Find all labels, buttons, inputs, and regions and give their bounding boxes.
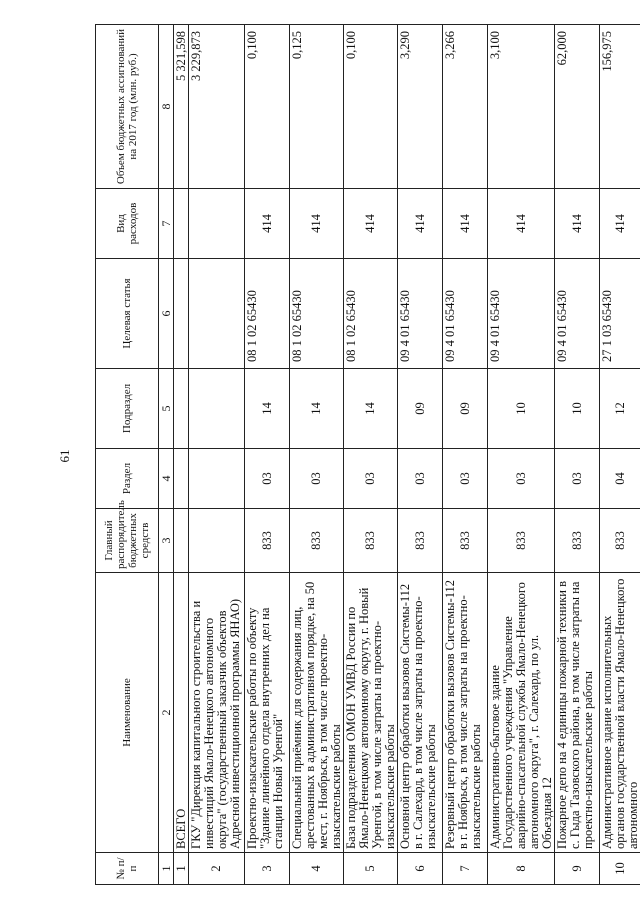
- row-vr: 414: [290, 189, 344, 259]
- row-name: Административно-бытовое здание Государственного учреждения "Управление аварийно-спасательной службы Ямало-Ненецкого автономного округа", г. Салехард, по ул. Объездная 12: [488, 573, 555, 853]
- header-amount: Объем бюджетных ассигнований на 2017 год (млн. руб.): [96, 25, 159, 189]
- row-name: Специальный приёмник для содержания лиц, арестованных в административном порядке, на 50 мест, г. Ноябрьск, в том числе проектно-изыскательские работы: [290, 573, 344, 853]
- row-vr: 414: [555, 189, 600, 259]
- row-cs: 08 1 02 65430: [344, 259, 398, 369]
- row-podrazdel: 10: [555, 369, 600, 449]
- row-razdel: 03: [555, 449, 600, 509]
- row-number: 6: [398, 853, 443, 885]
- row-vr: 414: [488, 189, 555, 259]
- col-index-cell: 3: [159, 509, 174, 573]
- row-gr: 833: [555, 509, 600, 573]
- row-podrazdel: 10: [488, 369, 555, 449]
- col-index-cell: 8: [159, 25, 174, 189]
- table-row: [488, 25, 555, 885]
- col-index-cell: 4: [159, 449, 174, 509]
- row-razdel: 03: [290, 449, 344, 509]
- row-amount: 0,100: [344, 25, 398, 189]
- table-row: [189, 25, 245, 885]
- row-amount: 3,266: [443, 25, 488, 189]
- row-cs: 09 4 01 65430: [488, 259, 555, 369]
- budget-table: [95, 24, 640, 885]
- row-name: База подразделения ОМОН УМВД России по Ямало-Ненецкому автономному округу, г. Новый Уренгой, в том числе затраты на проектно-изыскательские работы: [344, 573, 398, 853]
- row-podrazdel: 14: [290, 369, 344, 449]
- column-index-row: [159, 25, 174, 885]
- row-gr: 833: [600, 509, 640, 573]
- row-amount: 3,290: [398, 25, 443, 189]
- row-name: ВСЕГО: [174, 573, 189, 853]
- header-podrazdel: Подраздел: [96, 369, 159, 449]
- row-razdel: 03: [245, 449, 290, 509]
- col-index-cell: 2: [159, 573, 174, 853]
- row-name: Проектно-изыскательские работы по объекту "Здание линейного отдела внутренних дел на станции Новый Уренгой": [245, 573, 290, 853]
- row-gr: 833: [290, 509, 344, 573]
- header-name: Наименование: [96, 573, 159, 853]
- row-vr: [189, 189, 245, 259]
- row-amount: 3,100: [488, 25, 555, 189]
- col-index-cell: 1: [159, 853, 174, 885]
- row-podrazdel: 09: [443, 369, 488, 449]
- col-index-cell: 6: [159, 259, 174, 369]
- row-number: 8: [488, 853, 555, 885]
- row-number: 9: [555, 853, 600, 885]
- row-razdel: 03: [398, 449, 443, 509]
- row-name: Пожарное депо на 4 единицы пожарной техники в с. Гыда Тазовского района, в том числе затраты на проектно-изыскательские работы: [555, 573, 600, 853]
- row-gr: [189, 509, 245, 573]
- row-name: Основной центр обработки вызовов Системы-112 в г. Салехард, в том числе затраты на проектно-изыскательские работы: [398, 573, 443, 853]
- row-number: 2: [189, 853, 245, 885]
- table-row: [600, 25, 640, 885]
- row-cs: 09 4 01 65430: [398, 259, 443, 369]
- row-name: Резервный центр обработки вызовов Системы-112 в г. Ноябрьск, в том числе затраты на проектно-изыскательские работы: [443, 573, 488, 853]
- table-row: [398, 25, 443, 885]
- header-gr: Главный распорядитель бюджетных средств: [96, 509, 159, 573]
- row-podrazdel: [189, 369, 245, 449]
- row-name: ГКУ "Дирекция капитального строительства и инвестиций Ямало-Ненецкого автономного округа" (государственный заказчик объектов Адресной инвестиционной программы ЯНАО): [189, 573, 245, 853]
- header-vr: Вид расходов: [96, 189, 159, 259]
- header-cs: Целевая статья: [96, 259, 159, 369]
- row-gr: 833: [245, 509, 290, 573]
- row-amount: 0,125: [290, 25, 344, 189]
- col-index-cell: 7: [159, 189, 174, 259]
- row-razdel: 03: [443, 449, 488, 509]
- table-row: [555, 25, 600, 885]
- header-razdel: Раздел: [96, 449, 159, 509]
- header-num: № п/п: [96, 853, 159, 885]
- row-number: 3: [245, 853, 290, 885]
- page-number: 61: [57, 449, 72, 463]
- row-number: 4: [290, 853, 344, 885]
- row-vr: 414: [245, 189, 290, 259]
- row-gr: 833: [344, 509, 398, 573]
- col-index-cell: 5: [159, 369, 174, 449]
- row-gr: 833: [443, 509, 488, 573]
- row-podrazdel: 14: [344, 369, 398, 449]
- row-podrazdel: 14: [245, 369, 290, 449]
- row-amount: 62,000: [555, 25, 600, 189]
- row-podrazdel: 09: [398, 369, 443, 449]
- row-number: 7: [443, 853, 488, 885]
- row-razdel: 04: [600, 449, 640, 509]
- row-amount: 3 229,873: [189, 25, 245, 189]
- row-gr: 833: [398, 509, 443, 573]
- row-number: 1: [174, 853, 189, 885]
- rotated-table-container: [95, 25, 640, 885]
- row-vr: 414: [344, 189, 398, 259]
- row-podrazdel: 12: [600, 369, 640, 449]
- row-amount: 5 321,598: [174, 25, 189, 189]
- row-cs: 27 1 03 65430: [600, 259, 640, 369]
- row-cs: [189, 259, 245, 369]
- row-vr: 414: [443, 189, 488, 259]
- table-row: [443, 25, 488, 885]
- table-row: [245, 25, 290, 885]
- table-row: [344, 25, 398, 885]
- total-row: [174, 25, 189, 885]
- row-cs: 08 1 02 65430: [290, 259, 344, 369]
- row-amount: 0,100: [245, 25, 290, 189]
- row-amount: 156,975: [600, 25, 640, 189]
- header-row: [96, 25, 159, 885]
- row-vr: 414: [398, 189, 443, 259]
- row-cs: 09 4 01 65430: [555, 259, 600, 369]
- row-name: Административное здание исполнительных органов государственной власти Ямало-Ненецкого автономного: [600, 573, 640, 853]
- row-number: 5: [344, 853, 398, 885]
- row-razdel: [189, 449, 245, 509]
- row-vr: 414: [600, 189, 640, 259]
- row-cs: 08 1 02 65430: [245, 259, 290, 369]
- row-razdel: 03: [488, 449, 555, 509]
- row-cs: 09 4 01 65430: [443, 259, 488, 369]
- table-row: [290, 25, 344, 885]
- row-gr: 833: [488, 509, 555, 573]
- row-razdel: 03: [344, 449, 398, 509]
- row-number: 10: [600, 853, 640, 885]
